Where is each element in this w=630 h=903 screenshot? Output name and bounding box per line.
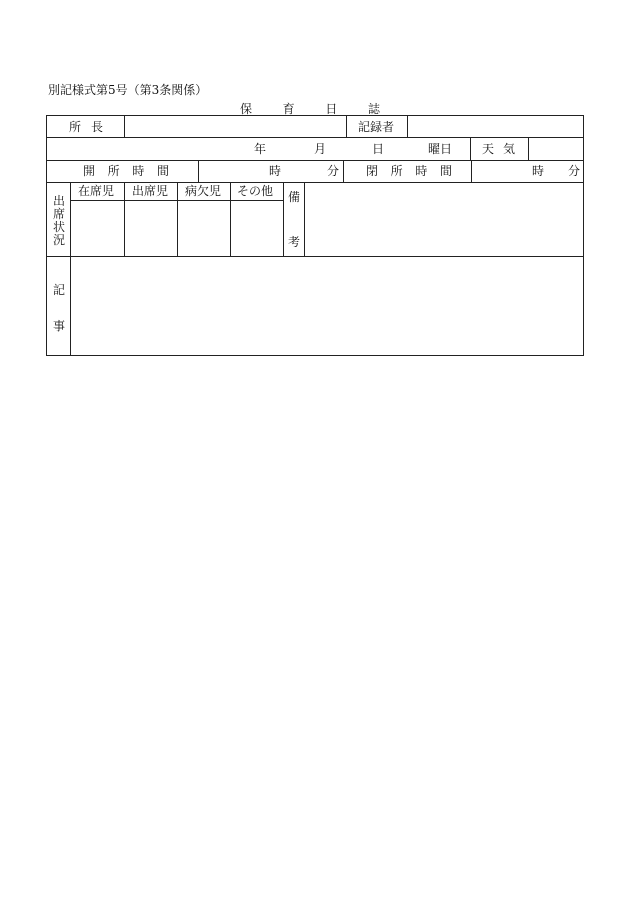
- title-char: 誌: [367, 102, 380, 116]
- nursery-log-form: [46, 115, 584, 356]
- attendance-status-label: 出 席 状 況: [52, 194, 65, 247]
- col-divider: [343, 160, 344, 182]
- title-char: 育: [282, 102, 295, 116]
- year-label: 年: [254, 142, 267, 156]
- director-field[interactable]: [125, 116, 346, 137]
- remarks-label-bottom: 考: [288, 235, 301, 249]
- sick-absent-children-header: 病欠児: [185, 184, 222, 198]
- other-count-field[interactable]: [231, 201, 283, 256]
- title-char: 保: [240, 102, 253, 116]
- enrolled-count-field[interactable]: [71, 201, 124, 256]
- recorder-field[interactable]: [408, 116, 583, 137]
- opening-hour-label: 時: [269, 164, 282, 178]
- row-divider: [47, 160, 583, 161]
- remarks-label-top: 備: [288, 190, 301, 204]
- attending-children-header: 出席児: [132, 184, 169, 198]
- weather-label: 天 気: [482, 142, 515, 156]
- opening-time-label: 開 所 時 間: [83, 164, 169, 178]
- notes-label-top: 記: [53, 283, 66, 297]
- recorder-label: 記録者: [358, 120, 395, 134]
- opening-minute-label: 分: [327, 164, 340, 178]
- director-label: 所 長: [69, 120, 103, 134]
- weather-field[interactable]: [529, 138, 583, 160]
- col-divider: [346, 116, 347, 137]
- month-label: 月: [314, 142, 327, 156]
- notes-label-bottom: 事: [53, 319, 66, 333]
- other-header: その他: [237, 184, 274, 198]
- row-divider: [47, 137, 583, 138]
- remarks-field[interactable]: [305, 183, 583, 256]
- col-divider: [198, 160, 199, 182]
- attending-count-field[interactable]: [125, 201, 177, 256]
- sick-count-field[interactable]: [178, 201, 230, 256]
- day-label: 日: [372, 142, 385, 156]
- closing-hour-label: 時: [532, 164, 545, 178]
- col-divider: [283, 182, 284, 256]
- closing-minute-label: 分: [568, 164, 581, 178]
- title-char: 日: [325, 102, 338, 116]
- col-divider: [470, 137, 471, 160]
- enrolled-children-header: 在席児: [78, 184, 115, 198]
- col-divider: [471, 160, 472, 182]
- notes-field[interactable]: [71, 257, 583, 355]
- form-number: 別記様式第5号（第3条関係）: [48, 83, 208, 97]
- closing-time-label: 閉 所 時 間: [366, 164, 452, 178]
- weekday-label: 曜日: [428, 142, 453, 156]
